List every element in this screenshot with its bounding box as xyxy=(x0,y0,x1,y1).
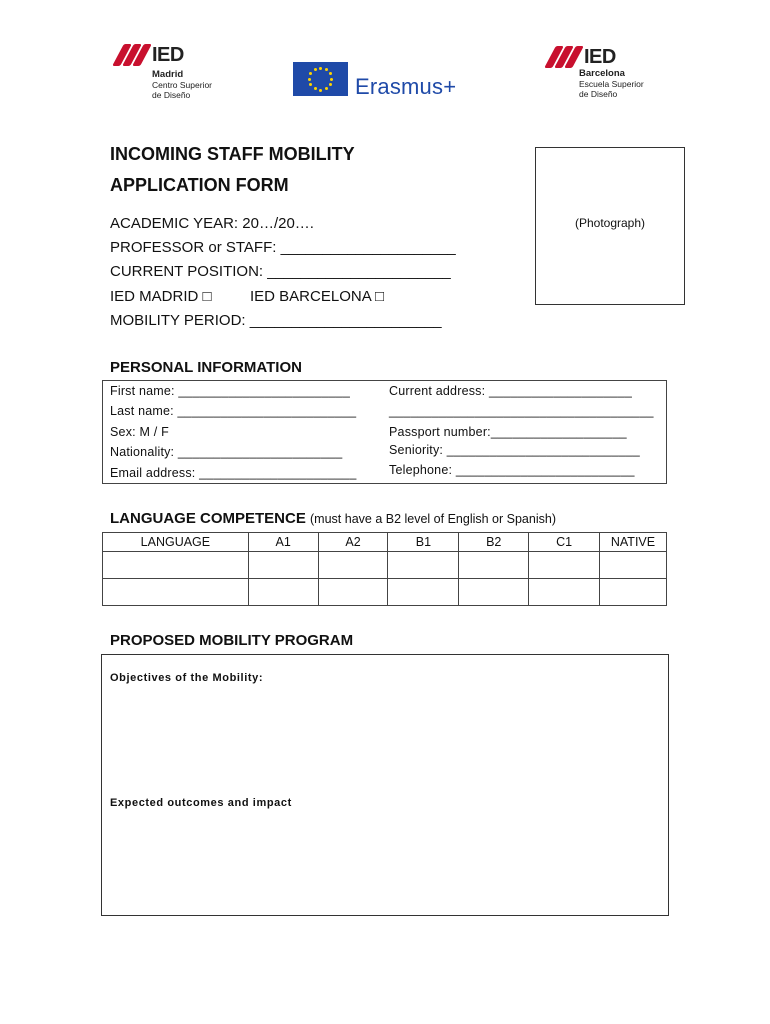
ied-madrid-brand: IED xyxy=(152,44,184,66)
current-address-field: Current address: ____________________ xyxy=(389,384,633,398)
first-name-field: First name: ________________________ xyxy=(110,384,351,398)
eu-star-icon xyxy=(325,68,328,71)
passport-number-field: Passport number:___________________ xyxy=(389,425,627,439)
ied-barcelona-logo xyxy=(544,46,616,68)
personal-information-heading: PERSONAL INFORMATION xyxy=(110,359,302,376)
eu-star-icon xyxy=(314,87,317,90)
table-cell[interactable] xyxy=(388,552,459,579)
eu-star-icon xyxy=(314,68,317,71)
table-cell[interactable] xyxy=(248,579,318,606)
col-native: NATIVE xyxy=(600,533,667,552)
table-row xyxy=(103,552,667,579)
table-cell[interactable] xyxy=(388,579,459,606)
ied-barcelona-city: Barcelona xyxy=(579,68,625,79)
col-a2: A2 xyxy=(318,533,388,552)
ied-barcelona-line2: de Diseño xyxy=(579,89,618,99)
ied-barcelona-line1: Escuela Superior xyxy=(579,79,644,89)
erasmus-plus-logo: Erasmus+ xyxy=(355,74,457,99)
academic-year-field: ACADEMIC YEAR: 20…/20…. xyxy=(110,215,314,232)
eu-star-icon xyxy=(325,87,328,90)
ied-logo-mark-icon xyxy=(112,44,148,66)
col-c1: C1 xyxy=(529,533,600,552)
professor-staff-field: PROFESSOR or STAFF: _____________________ xyxy=(110,239,456,256)
col-language: LANGUAGE xyxy=(103,533,249,552)
sex-field: Sex: M / F xyxy=(110,425,169,439)
table-cell[interactable] xyxy=(318,552,388,579)
ied-barcelona-subtitle xyxy=(579,68,644,99)
telephone-field: Telephone: _________________________ xyxy=(389,463,635,477)
last-name-field: Last name: _________________________ xyxy=(110,404,357,418)
table-cell[interactable] xyxy=(459,552,529,579)
outcomes-label: Expected outcomes and impact xyxy=(110,797,292,809)
table-cell[interactable] xyxy=(529,552,600,579)
ied-madrid-checkbox[interactable]: IED MADRID □ xyxy=(110,288,212,305)
eu-star-icon xyxy=(329,72,332,75)
ied-barcelona-brand: IED xyxy=(584,46,616,68)
mobility-program-box[interactable] xyxy=(101,654,669,916)
eu-star-icon xyxy=(308,78,311,81)
col-a1: A1 xyxy=(248,533,318,552)
seniority-field: Seniority: ___________________________ xyxy=(389,443,640,457)
objectives-label: Objectives of the Mobility: xyxy=(110,672,264,684)
personal-information-box xyxy=(102,380,667,484)
eu-star-icon xyxy=(319,67,322,70)
mobility-period-field: MOBILITY PERIOD: _______________________ xyxy=(110,312,442,329)
col-b1: B1 xyxy=(388,533,459,552)
ied-barcelona-checkbox[interactable]: IED BARCELONA □ xyxy=(250,288,385,305)
table-cell[interactable] xyxy=(600,579,667,606)
table-cell[interactable] xyxy=(103,552,249,579)
col-b2: B2 xyxy=(459,533,529,552)
eu-star-icon xyxy=(309,72,312,75)
table-cell[interactable] xyxy=(529,579,600,606)
table-cell[interactable] xyxy=(248,552,318,579)
table-cell[interactable] xyxy=(318,579,388,606)
eu-star-icon xyxy=(329,83,332,86)
photograph-label: (Photograph) xyxy=(574,216,646,230)
language-table-header xyxy=(103,533,667,552)
eu-flag-icon xyxy=(293,62,348,96)
email-field: Email address: ______________________ xyxy=(110,466,357,480)
ied-madrid-logo xyxy=(112,44,184,66)
photograph-box xyxy=(535,147,685,305)
eu-star-icon xyxy=(309,83,312,86)
language-table xyxy=(102,532,667,606)
form-title-line1: INCOMING STAFF MOBILITY xyxy=(110,144,355,164)
form-title-line2: APPLICATION FORM xyxy=(110,175,289,195)
table-cell[interactable] xyxy=(600,552,667,579)
nationality-field: Nationality: _______________________ xyxy=(110,445,343,459)
language-competence-title: LANGUAGE COMPETENCE xyxy=(110,510,306,527)
ied-madrid-city: Madrid xyxy=(152,69,184,80)
eu-star-icon xyxy=(330,78,333,81)
current-position-field: CURRENT POSITION: ______________________ xyxy=(110,263,451,280)
table-cell[interactable] xyxy=(459,579,529,606)
address-line2-field: _____________________________________ xyxy=(389,404,654,418)
ied-madrid-line1: Centro Superior xyxy=(152,80,213,90)
table-row xyxy=(103,579,667,606)
ied-madrid-line2: de Diseño xyxy=(152,90,191,100)
proposed-mobility-heading: PROPOSED MOBILITY PROGRAM xyxy=(110,632,354,649)
language-competence-note: (must have a B2 level of English or Spanish) xyxy=(310,512,556,526)
eu-star-icon xyxy=(319,89,322,92)
table-cell[interactable] xyxy=(103,579,249,606)
language-competence-heading xyxy=(110,510,556,528)
ied-logo-mark-icon xyxy=(544,46,580,68)
ied-madrid-subtitle xyxy=(152,69,212,100)
